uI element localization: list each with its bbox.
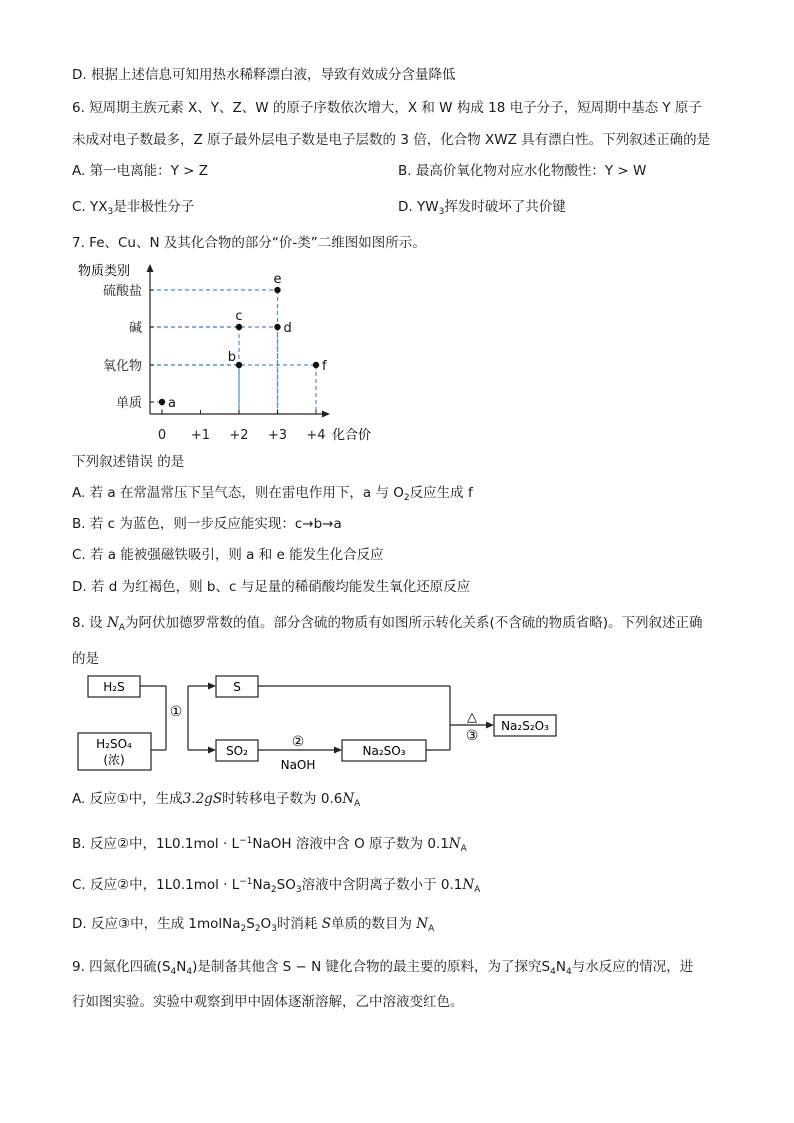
q8-option-d: D. 反应③中，生成 $1molNa_2S_2O_3$时消耗 S单质的数目为 $N_A$: [72, 916, 435, 934]
q9-stem-line2: 行如图实验。实验中观察到甲中固体逐渐溶解，乙中溶液变红色。: [72, 994, 464, 1010]
y-tick-label: 硫酸盐: [102, 284, 142, 299]
point-c: [236, 324, 242, 330]
x-axis-arrow: [322, 411, 330, 418]
x-axis-title: 化合价: [332, 428, 372, 443]
q7-option-c: C. 若 a 能被强磁铁吸引，则 a 和 e 能发生化合反应: [72, 547, 384, 563]
x-tick-label: +3: [267, 428, 288, 443]
y-tick-label: 碱: [128, 321, 142, 336]
point-label-c: c: [235, 309, 243, 324]
q9-stem-line1: 9. 四氮化四硫$(S_4N_4)$是制备其他含 S − N 键化合物的最主要的原料，为了探究$S_4N_4$与水反应的情况，进: [72, 959, 694, 977]
point-b: [236, 362, 242, 368]
so2-label: SO₂: [226, 744, 248, 758]
x-tick-label: +4: [306, 428, 326, 443]
point-label-e: e: [273, 272, 282, 287]
concentrated-label: (浓): [103, 753, 125, 767]
q8-option-b: B. 反应②中，$1L0.1mol \cdot L^{-1}NaOH$ 溶液中含 O 原子数为 $0.1N_A$: [72, 836, 467, 854]
na2so3-label: Na₂SO₃: [362, 744, 406, 758]
point-a: [159, 399, 165, 405]
point-label-a: a: [168, 396, 176, 411]
q8-option-a: A. 反应①中，生成3.2gS时转移电子数为 $0.6N_A$: [72, 791, 361, 809]
q8-stem-line1: 8. 设 $N_A$为阿伏加德罗常数的值。部分含硫的物质有如图所示转化关系(不含硫的物质省略)。下列叙述正确: [72, 615, 703, 633]
q6-option-a: A. 第一电离能：Y > Z: [72, 163, 208, 179]
h2s-label: H₂S: [103, 680, 125, 694]
step-3-marker: ③: [465, 728, 479, 744]
q7-option-a: A. 若 a 在常温常压下呈气态，则在雷电作用下，a 与 $O_2$反应生成 f: [72, 485, 473, 503]
x-tick-label: +1: [190, 428, 211, 443]
y-tick-label: 单质: [115, 396, 142, 411]
valence-class-chart: [60, 256, 400, 446]
s-label: S: [233, 680, 241, 694]
x-tick-label: +2: [229, 428, 249, 443]
point-d: [274, 324, 280, 330]
q7-option-d: D. 若 d 为红褐色，则 b、c 与足量的稀硝酸均能发生氧化还原反应: [72, 579, 471, 595]
q6-option-b: B. 最高价氧化物对应水化物酸性：Y > W: [398, 163, 647, 179]
q7-stem: 7. Fe、Cu、N 及其化合物的部分“价-类”二维图如图所示。: [72, 235, 426, 251]
naoh-label: NaOH: [280, 758, 316, 772]
q5-option-d: D. 根据上述信息可知用热水稀释漂白液，导致有效成分含量降低: [72, 67, 456, 83]
q6-stem-line2: 未成对电子数最多，Z 原子最外层电子数是电子层数的 3 倍，化合物 XWZ 具有漂白性。下列叙述正确的是: [72, 132, 711, 148]
point-label-f: f: [322, 359, 327, 374]
step-2-marker: ②: [291, 734, 305, 750]
na2s2o3-label: Na₂S₂O₃: [501, 719, 549, 733]
q7-question: 下列叙述错误 的是: [72, 454, 185, 470]
point-label-b: b: [227, 350, 236, 365]
y-tick-label: 氧化物: [102, 359, 142, 374]
q8-stem-line2: 的是: [72, 651, 99, 667]
h2so4-label: H₂SO₄: [96, 737, 132, 751]
q6-stem-line1: 6. 短周期主族元素 X、Y、Z、W 的原子序数依次增大，X 和 W 构成 18 电子分子，短周期中基态 Y 原子: [72, 100, 702, 116]
q6-option-c: C. $YX_3$是非极性分子: [72, 199, 195, 217]
heat-symbol: △: [467, 710, 477, 725]
q6-option-d: D. $YW_3$挥发时破坏了共价键: [398, 199, 566, 217]
point-f: [313, 362, 319, 368]
y-axis-title: 物质类别: [78, 264, 131, 279]
step-1-marker: ①: [169, 704, 183, 720]
point-e: [274, 287, 280, 293]
q8-option-c: C. 反应②中，$1L0.1mol \cdot L^{-1}Na_2SO_3$溶液中含阴离子数小于 $0.1N_A$: [72, 877, 481, 895]
y-axis-arrow: [147, 264, 154, 272]
sulfur-conversion-diagram: [70, 670, 570, 778]
point-label-d: d: [283, 321, 292, 336]
x-tick-label: 0: [157, 428, 167, 443]
q7-option-b: B. 若 c 为蓝色，则一步反应能实现：c→b→a: [72, 516, 342, 532]
